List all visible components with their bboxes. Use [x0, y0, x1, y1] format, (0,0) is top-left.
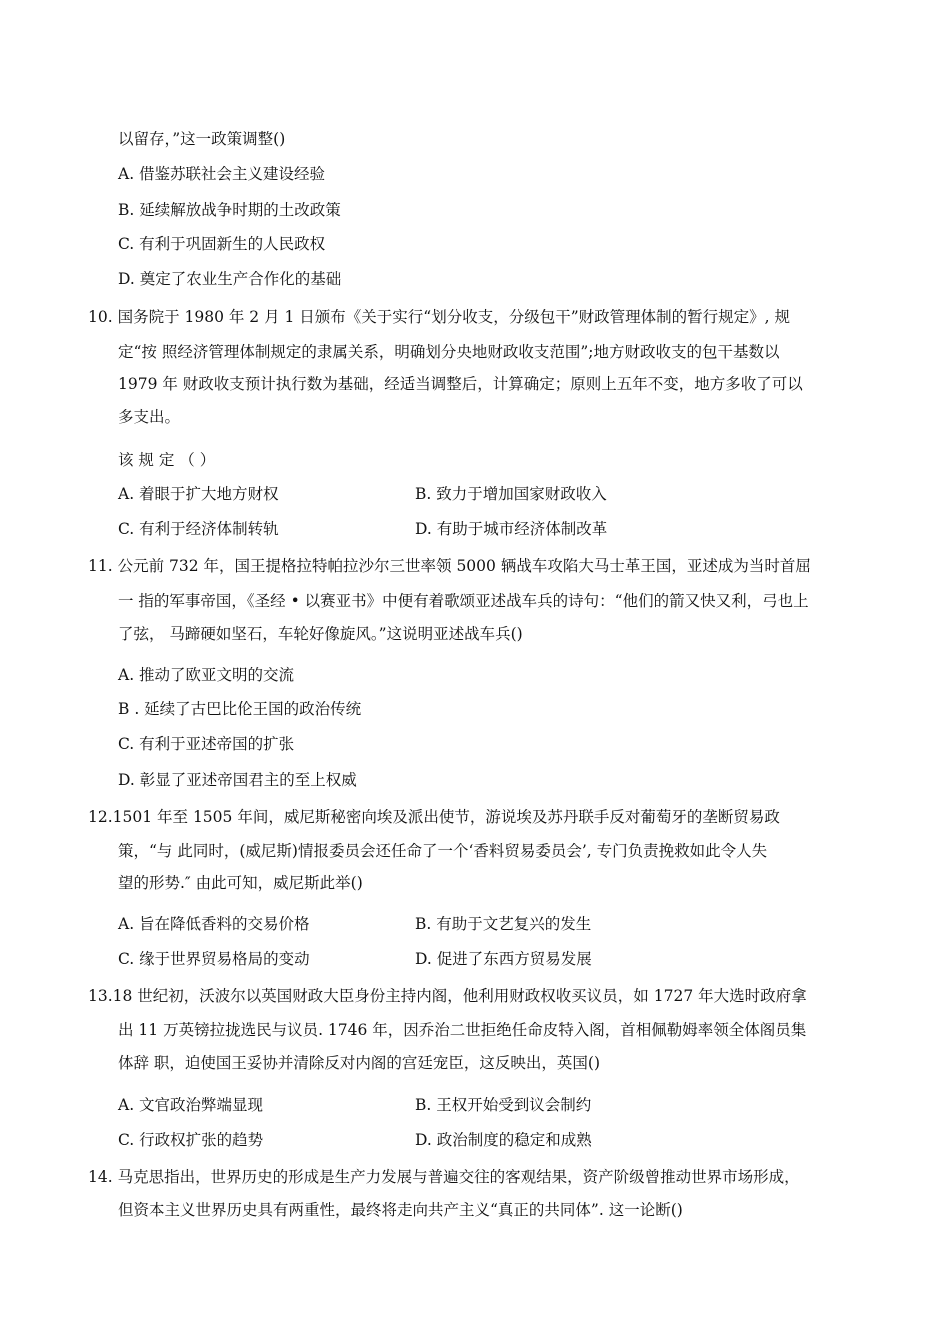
q11-line-1: 11. 公元前 732 年，国王提格拉特帕拉沙尔三世率领 5000 辆战车攻陷大马士革王国，亚述成为当时首屈	[88, 557, 811, 575]
q13-line-3: 体辞 职，迫使国王妥协并清除反对内阁的宫廷宠臣，这反映出，英国()	[118, 1054, 601, 1072]
q11-option-d: D. 彰显了亚述帝国君主的至上权威	[118, 771, 357, 789]
q12-line-2: 策，“与 此同时，(威尼斯)情报委员会还任命了一个‘香料贸易委员会’, 专门负责挽救如此令人失	[118, 842, 768, 860]
q12-option-c: C. 缘于世界贸易格局的变动	[118, 950, 310, 968]
q13-option-b: B. 王权开始受到议会制约	[415, 1096, 592, 1114]
q14-line-2: 但资本主义世界历史具有两重性，最终将走向共产主义“真正的共同体”. 这一论断()	[118, 1201, 683, 1219]
q13-line-2: 出 11 万英镑拉拢选民与议员. 1746 年，因乔治二世拒绝任命皮特入阁，首相佩勒姆率领全体阁员集	[118, 1021, 807, 1039]
q11-option-b: B . 延续了古巴比伦王国的政治传统	[118, 700, 362, 718]
q10-line-4: 多支出。	[118, 408, 181, 426]
q9-option-a: A. 借鉴苏联社会主义建设经验	[118, 165, 326, 183]
q11-option-a: A. 推动了欧亚文明的交流	[118, 666, 295, 684]
q11-line-3: 了弦， 马蹄硬如坚石，车轮好像旋风。”这说明亚述战车兵()	[118, 625, 523, 643]
q10-option-b: B. 致力于增加国家财政收入	[415, 485, 607, 503]
q10-line-1: 10. 国务院于 1980 年 2 月 1 日颁布《关于实行“划分收支，分级包干”财政管理体制的暂行规定》, 规	[88, 308, 791, 326]
q10-line-2: 定“按 照经济管理体制规定的隶属关系，明确划分央地财政收支范围”;地方财政收支的包干基数以	[118, 343, 780, 361]
q10-line-3: 1979 年 财政收支预计执行数为基础，经适当调整后，计算确定；原则上五年不变，地方多收了可以	[118, 375, 803, 393]
q10-option-a: A. 着眼于扩大地方财权	[118, 485, 279, 503]
q10-ask: 该 规 定 （ ）	[118, 451, 216, 469]
q14-line-1: 14. 马克思指出，世界历史的形成是生产力发展与普遍交往的客观结果，资产阶级曾推动世界市场形成，	[88, 1168, 800, 1186]
q12-option-b: B. 有助于文艺复兴的发生	[415, 915, 592, 933]
q11-line-2: 一 指的军事帝国，《圣经 • 以赛亚书》中便有着歌颂亚述战车兵的诗句：“他们的箭又快又利，弓也上	[118, 592, 809, 610]
q10-option-c: C. 有利于经济体制转轨	[118, 520, 279, 538]
q9-option-b: B. 延续解放战争时期的土改政策	[118, 201, 341, 219]
q9-option-d: D. 奠定了农业生产合作化的基础	[118, 270, 342, 288]
q12-line-3: 望的形势.″ 由此可知，威尼斯此举()	[118, 874, 363, 892]
q13-option-a: A. 文官政治弊端显现	[118, 1096, 264, 1114]
q9-stem-tail: 以留存，”这一政策调整()	[118, 130, 286, 148]
q12-option-a: A. 旨在降低香料的交易价格	[118, 915, 310, 933]
q13-option-c: C. 行政权扩张的趋势	[118, 1131, 264, 1149]
q12-option-d: D. 促进了东西方贸易发展	[415, 950, 592, 968]
q11-option-c: C. 有利于亚述帝国的扩张	[118, 735, 295, 753]
q10-option-d: D. 有助于城市经济体制改革	[415, 520, 608, 538]
q12-line-1: 12.1501 年至 1505 年间，威尼斯秘密向埃及派出使节，游说埃及苏丹联手反对葡萄牙的垄断贸易政	[88, 808, 780, 826]
q13-option-d: D. 政治制度的稳定和成熟	[415, 1131, 592, 1149]
q13-line-1: 13.18 世纪初，沃波尔以英国财政大臣身份主持内阁，他利用财政权收买议员，如 1727 年大选时政府拿	[88, 987, 807, 1005]
q9-option-c: C. 有利于巩固新生的人民政权	[118, 235, 326, 253]
